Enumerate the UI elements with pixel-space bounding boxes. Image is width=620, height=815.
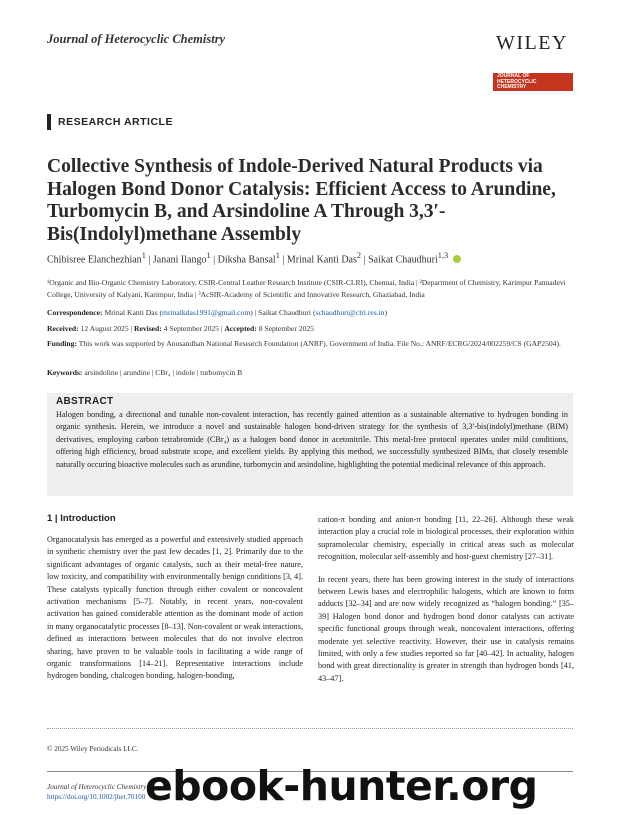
affiliations: ¹Organic and Bio-Organic Chemistry Laboratory, CSIR-Central Leather Research Institute (CSIR-CLRI), Chennai, India | ²Department of Chemistry, Karimpur Pannadevi College, University of Kalyani, Karimpur, India | ³AcSIR-Academy of Scientific and Innovative Research, Ghaziabad, India <box>47 278 566 299</box>
email-link[interactable]: mrinalkdas1991@gmail.com <box>162 308 251 317</box>
funding <box>47 338 577 350</box>
keywords-text: arsindoline | arundine | CBr₄ | indole | turbomycin B <box>84 368 243 377</box>
footer-journal: Journal of Heterocyclic Chemistry <box>47 783 147 791</box>
author-sup: 1 <box>275 251 280 260</box>
abstract-text: Halogen bonding, a directional and tunable non-covalent interaction, has recently gained attention as a sustainable alternative to hydrogen bonding in organic synthesis. Herein, we introduce a novel and sustainable halogen bond-driven strategy for the synthesis of 3,3′-bis(indolyl)methane (BIM) derivatives, employing carbon tetrabromide (CBr₄) as a halogen bond donor in acetonitrile. This metal-free protocol operates under mild conditions, offering high efficiency, broad substrate scope, and excellent yields. By applying this method, we successfully synthesized BIMs, that closely resemble naturally occuring bioactive molecules such as arundine, turbomycin and arsindoline, highlighting the potential medicinal relevance of this approach. <box>56 410 568 469</box>
funding-text: This work was supported by Anusandhan National Research Foundation (ANRF), Government of India. File No.: ANRF/ECRG/2024/002259/CS (GAP2504). <box>78 339 561 348</box>
body-column-left <box>47 534 303 693</box>
correspondent-name: Mrinal Kanti Das <box>104 308 158 317</box>
author-name[interactable]: Chibisree Elanchezhian <box>47 254 142 266</box>
accepted-label: Accepted: <box>224 324 257 333</box>
accepted-date: 8 September 2025 <box>258 324 314 333</box>
author-sup: 1 <box>141 251 146 260</box>
journal-badge <box>427 73 573 91</box>
section-heading: 1 | Introduction <box>47 513 116 524</box>
author-name[interactable]: Mrinal Kanti Das <box>286 254 357 266</box>
journal-badge-text <box>497 74 567 91</box>
publisher-logo: WILEY <box>496 32 568 54</box>
doi-link[interactable]: https://doi.org/10.1002/jhet.70100 <box>47 793 146 801</box>
author-name[interactable]: Saikat Chaudhuri <box>368 254 438 266</box>
orcid-icon[interactable] <box>453 255 461 263</box>
author-sup: 1 <box>206 251 211 260</box>
article-dates: Received: 12 August 2025 | Revised: 4 September 2025 | Accepted: 8 September 2025 <box>47 324 314 333</box>
correspondence: Correspondence: Mrinal Kanti Das (mrinalkdas1991@gmail.com) | Saikat Chaudhuri (schaudhuri@clri.res.in) <box>47 308 388 317</box>
revised-label: Revised: <box>133 324 162 333</box>
received-label: Received: <box>47 324 79 333</box>
author-sup: 2 <box>356 251 362 260</box>
funding-label: Funding: <box>47 339 77 348</box>
watermark: ebook-hunter.org <box>145 762 538 810</box>
author-name[interactable]: Janani Ilango <box>152 254 207 266</box>
article-type: RESEARCH ARTICLE <box>47 114 173 130</box>
keywords-label: Keywords: <box>47 368 83 377</box>
received-date: 12 August 2025 <box>80 324 129 333</box>
revised-date: 4 September 2025 <box>163 324 219 333</box>
badge-line-2: HETEROCYCLIC <box>497 78 537 85</box>
author-name[interactable]: Diksha Bansal <box>217 254 276 266</box>
author-sup: 1,3 <box>437 251 449 260</box>
keywords <box>47 367 577 379</box>
paragraph: Organocatalysis has emerged as a powerful and extensively studied approach in synthetic chemistry over the past few decades [1, 2]. Primarily due to the significant advantages of organic catalysts, such as their metal-free nature, low toxicity, and compatibility with environmentally benign conditions [3, 4]. These catalysts typically function through either covalent or noncovalent activation mechanisms [5–7]. Notably, in recent years, non-covalent activation has gained considerable attention as the dominant mode of action in many organocatalytic processes [8–13]. Non-covalent or weak interactions, defined as interactions between molecules that do not involve electron sharing, have proven to be valuable tools in facilitating a wide range of organic transformations [14–21]. Representative interactions include hydrogen bonding, chalcogen bonding, halogen-bonding, <box>47 535 303 681</box>
footnote-divider <box>47 728 573 729</box>
paragraph: cation-π bonding and anion-π bonding [11, 22–26]. Although these weak interaction play a crucial role in biological processes, their exploration within supramolecular chemistry, especially in critical areas such as molecular recognition, molecular self-assembly and host-guest chemistry [27–31]. <box>318 515 574 562</box>
email-link[interactable]: schaudhuri@clri.res.in <box>315 308 385 317</box>
author-list: Chibisree Elanchezhian$^1$ | Janani Ilango$^1$ | Diksha Bansal$^1$ | Mrinal Kanti Das$^2$ | Saikat Chaudhuri$^{1,3}$ <box>47 251 587 265</box>
body-column-right <box>318 514 574 695</box>
journal-name: Journal of Heterocyclic Chemistry <box>47 32 226 46</box>
badge-line-3: CHEMISTRY <box>497 84 527 90</box>
correspondent-name: Saikat Chaudhuri <box>258 308 312 317</box>
badge-line-1: JOURNAL OF <box>497 73 530 79</box>
article-title: Collective Synthesis of Indole-Derived Natural Products via Halogen Bond Donor Catalysis: Efficient Access to Arundine, Turbomycin B, and Arsindoline A Through 3,3′-Bis(Indolyl)methane Assembly <box>47 156 556 245</box>
correspondence-label: Correspondence: <box>47 308 103 317</box>
paragraph: In recent years, there has been growing interest in the study of interactions between Lewis bases and electrophilic halogens, which are known to form adducts [32–34] and are now widely recognized as “halogen bonding.” [35–39] Halogen bond donor and hydrogen bond donor catalysts can activate specific functional groups through weak, noncovalent interactions, offering moderate yet selective reactivity. However, their use in catalysis remains limited, with only a few studies reported so far [40–42]. In actuality, halogen bond with great directionality is greater in strength than hydrogen bonds [41, 43–47]. <box>318 574 574 683</box>
copyright: © 2025 Wiley Periodicals LLC. <box>47 745 139 753</box>
abstract-heading: ABSTRACT <box>56 396 114 407</box>
